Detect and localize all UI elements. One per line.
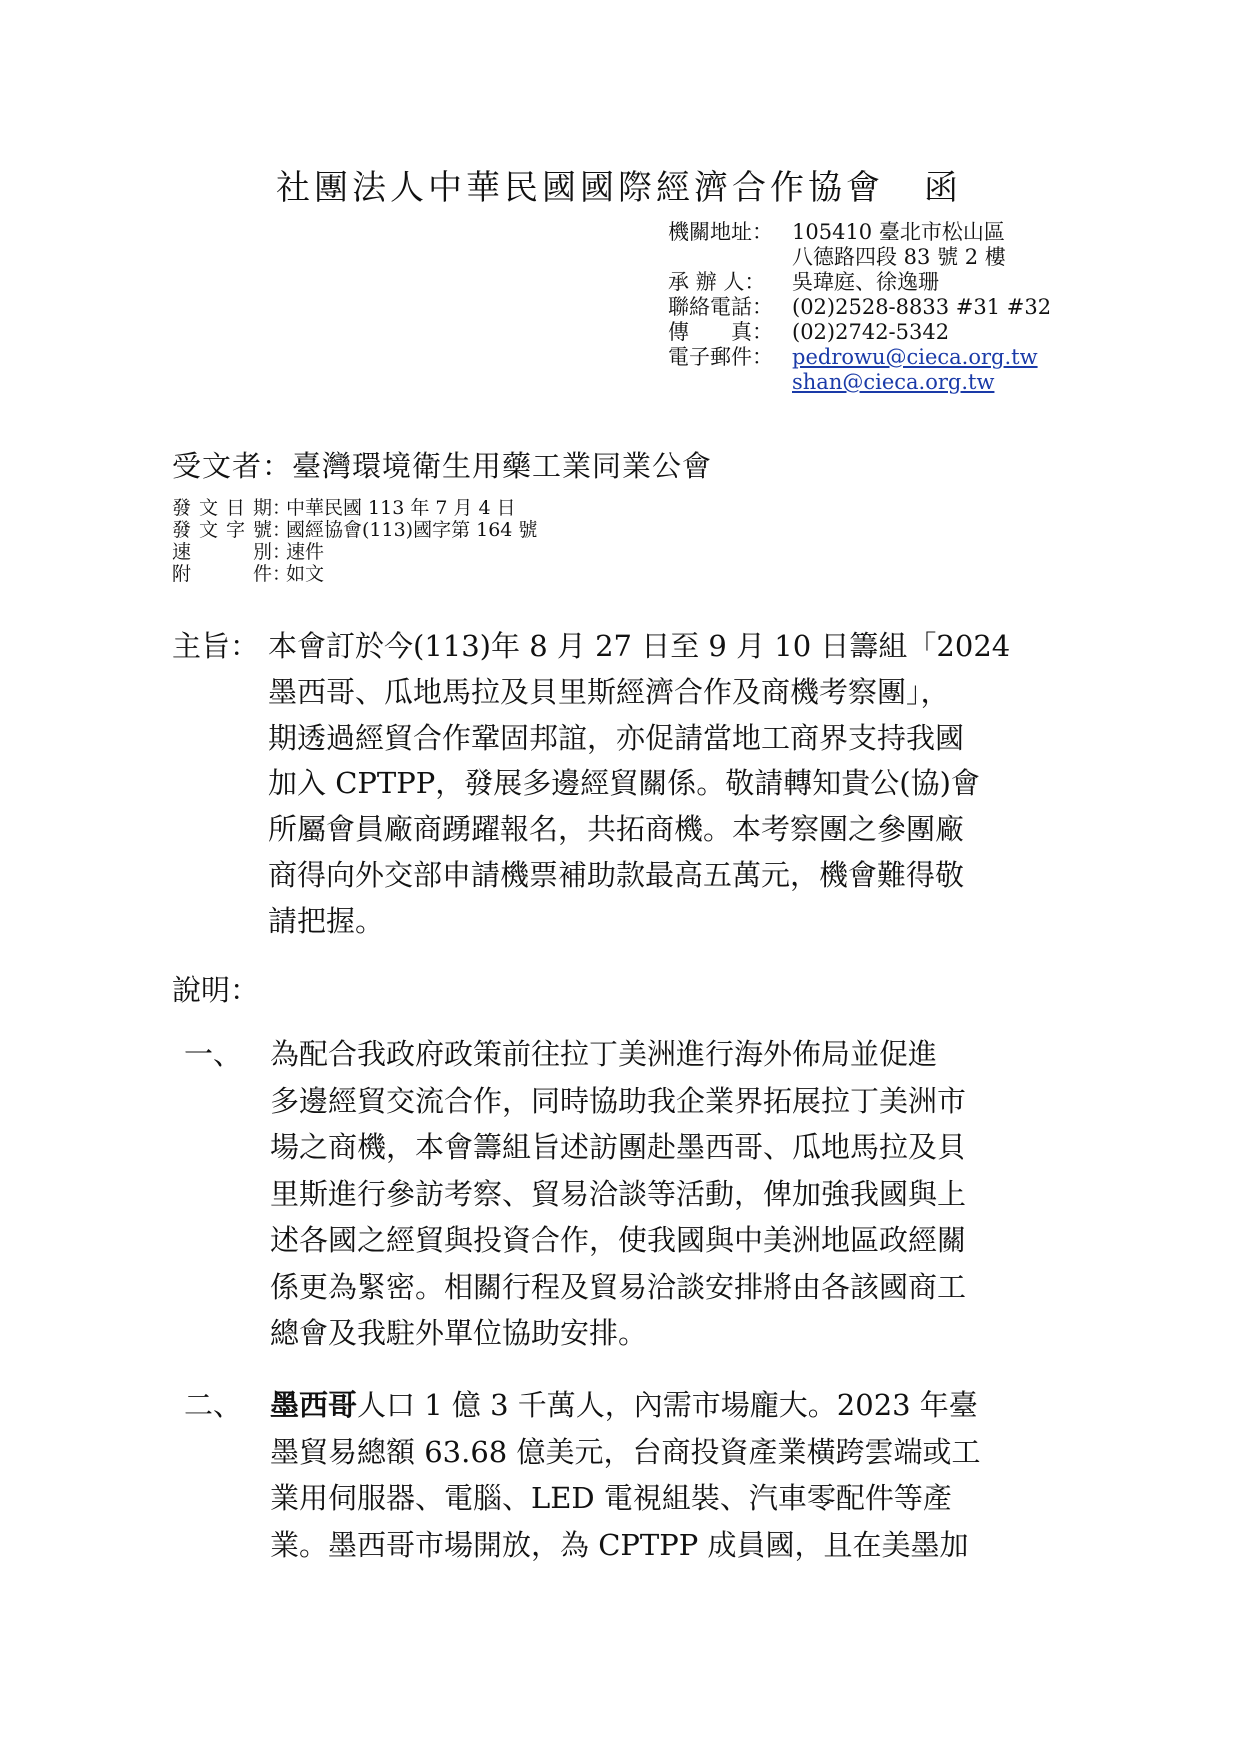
fax-value: (02)2742-5342 [792, 320, 950, 344]
subject-line: 期透過經貿合作鞏固邦誼，亦促請當地工商界支持我國 [268, 720, 965, 755]
item-line: 為配合我政府政策前往拉丁美洲進行海外佈局並促進 [270, 1037, 938, 1071]
phone-value: (02)2528-8833 #31 #32 [792, 295, 1052, 319]
subject-line: 商得向外交部申請機票補助款最高五萬元，機會難得敬 [268, 857, 965, 892]
item-line: 總會及我駐外單位協助安排。 [270, 1316, 648, 1350]
handler-value: 吳瑋庭、徐逸珊 [792, 270, 939, 294]
explanation-label: 說明： [172, 973, 260, 1007]
phone-row [668, 295, 1051, 320]
email-link-2[interactable]: shan@cieca.org.tw [792, 370, 995, 394]
attachment-row [172, 563, 537, 585]
date-value: 中華民國 113 年 7 月 4 日 [286, 497, 516, 519]
meta-block [172, 497, 537, 585]
email-row-2 [668, 370, 1051, 395]
address-line2: 八德路四段 83 號 2 樓 [792, 245, 1006, 269]
attachment-label: 附件 [172, 563, 272, 585]
number-label: 發文字號 [172, 519, 272, 541]
subject-line: 本會訂於今(113)年 8 月 27 日至 9 月 10 日籌組「2024 [268, 629, 1011, 663]
email-label: 電子郵件： [668, 345, 773, 369]
item-line: 係更為緊密。相關行程及貿易洽談安排將由各該國商工 [270, 1269, 967, 1304]
email-link-1[interactable]: pedrowu@cieca.org.tw [792, 345, 1038, 369]
address-row-2 [668, 245, 1051, 270]
document-title [0, 160, 1238, 209]
item-line: 場之商機，本會籌組旨述訪團赴墨西哥、瓜地馬拉及貝 [270, 1130, 967, 1164]
item-line: 業。墨西哥市場開放，為 CPTPP 成員國，且在美墨加 [270, 1527, 969, 1562]
item-line: 多邊經貿交流合作，同時協助我企業界拓展拉丁美洲市 [270, 1083, 967, 1118]
subject-line: 加入 CPTPP，發展多邊經貿關係。敬請轉知貴公(協)會 [268, 766, 980, 801]
colon: ： [272, 541, 292, 563]
date-label: 發文日期 [172, 497, 272, 519]
explanation-item-1 [184, 1031, 1064, 1357]
recipient-label: 受文者： [172, 449, 293, 483]
item-first-line [184, 1382, 1064, 1429]
address-line1: 105410 臺北市松山區 [792, 220, 1005, 244]
org-name: 社團法人中華民國國際經濟合作協會 [276, 168, 884, 208]
speed-label: 速別 [172, 541, 272, 563]
subject-label: 主旨： [172, 629, 260, 663]
address-label: 機關地址： [668, 220, 773, 244]
recipient [172, 444, 712, 485]
address-row [668, 220, 1051, 245]
colon: ： [272, 497, 292, 519]
mexico-bold: 墨西哥 [270, 1388, 358, 1422]
speed-value: 速件 [286, 541, 325, 563]
colon: ： [272, 519, 292, 541]
doc-type: 函 [924, 168, 962, 208]
item-line: 業用伺服器、電腦、LED 電視組裝、汽車零配件等產 [270, 1481, 952, 1515]
fax-label: 傳 真： [668, 320, 773, 344]
item-first-rest: 人口 1 億 3 千萬人，內需市場龐大。2023 年臺 [357, 1388, 978, 1422]
subject-block [172, 624, 1052, 945]
fax-row [668, 320, 1051, 345]
subject-line: 所屬會員廠商踴躍報名，共拓商機。本考察團之參團廠 [268, 812, 965, 847]
colon: ： [272, 563, 292, 585]
date-row [172, 497, 537, 519]
phone-label: 聯絡電話： [668, 295, 773, 319]
item-number: 二、 [184, 1388, 243, 1422]
item-line: 墨貿易總額 63.68 億美元，台商投資產業橫跨雲端或工 [270, 1434, 981, 1469]
subject-line: 墨西哥、瓜地馬拉及貝里斯經濟合作及商機考察團」， [268, 674, 950, 709]
contact-block [668, 220, 1051, 395]
subject-line: 請把握。 [268, 903, 385, 938]
handler-row [668, 270, 1051, 295]
handler-label: 承 辦 人： [668, 270, 766, 294]
number-value: 國經協會(113)國字第 164 號 [286, 519, 538, 541]
item-number: 一、 [184, 1037, 243, 1071]
recipient-value: 臺灣環境衛生用藥工業同業公會 [292, 449, 713, 483]
explanation-item-2 [184, 1382, 1064, 1568]
speed-row [172, 541, 537, 563]
number-row [172, 519, 537, 541]
item-line: 里斯進行參訪考察、貿易洽談等活動，俾加強我國與上 [270, 1176, 967, 1211]
attachment-value: 如文 [286, 563, 325, 585]
item-line: 述各國之經貿與投資合作，使我國與中美洲地區政經關 [270, 1223, 967, 1257]
email-row [668, 345, 1051, 370]
